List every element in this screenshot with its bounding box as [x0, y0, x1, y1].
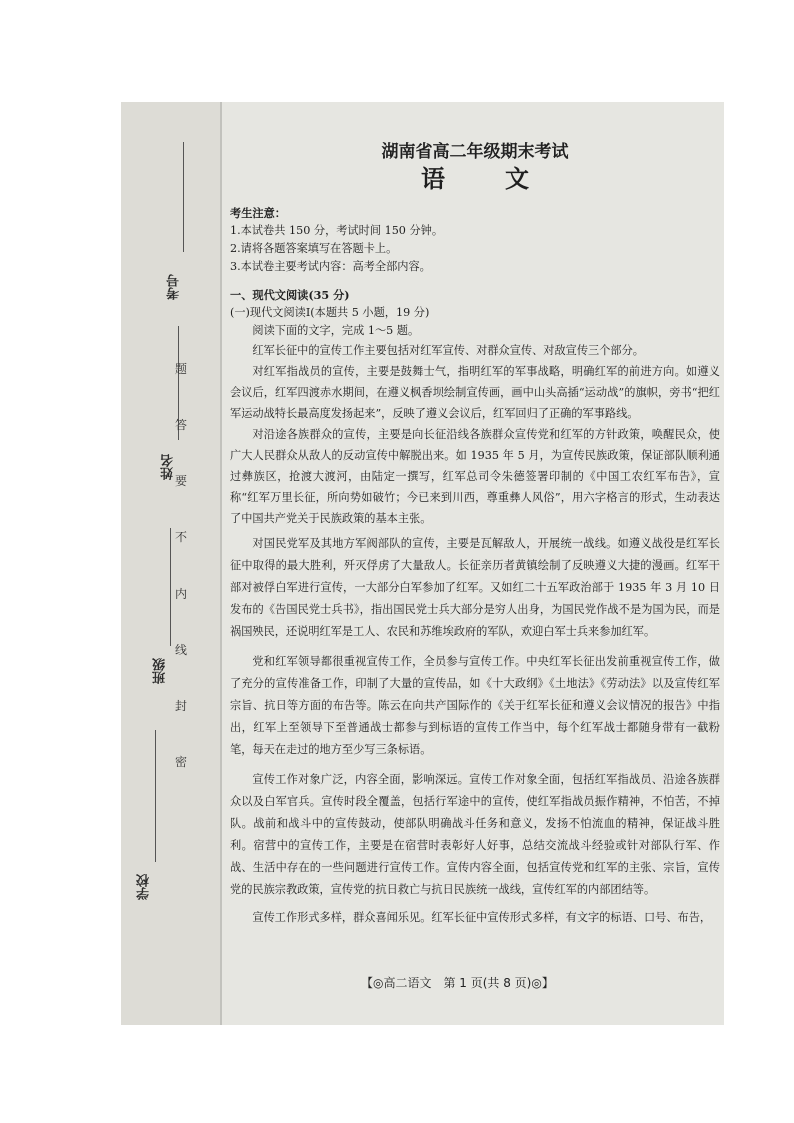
note-item: 1.本试卷共 150 分，考试时间 150 分钟。	[230, 224, 444, 237]
exam-content	[230, 140, 720, 929]
class-label: 班级	[153, 658, 168, 684]
paragraph: 对国民党军及其地方军阀部队的宣传，主要是瓦解敌人，开展统一战线。如遵义战役是红军长征中取得的最大胜利，歼灭俘虏了大量敌人。长征亲历者黄镇绘制了反映遵义大捷的漫画。红军干部对被俘白军进行宣传，一大部分白军参加了红军。又如红二十五军政治部于 1935 年 3 月 10 日发布的《告国民党士兵书》，指出国民党士兵大部分是穷人出身，为国民党作战不是为国为民，而是祸国殃民，还说明红军是工人、农民和苏维埃政府的军队，欢迎白军士兵来参加红军。	[230, 537, 720, 638]
paragraph: 红军长征中的宣传工作主要包括对红军宣传、对群众宣传、对敌宣传三个部分。	[252, 344, 644, 357]
paragraph: 宣传工作对象广泛，内容全面，影响深远。宣传工作对象全面，包括红军指战员、沿途各族群众以及白军官兵。宣传时段全覆盖，包括行军途中的宣传，使红军指战员振作精神，不怕苦，不掉队。战前和战斗中的宣传鼓动，使部队明确战斗任务和意义，发扬不怕流血的精神，保证战斗胜利。宿营中的宣传工作，主要是在宿营时表彰好人好事，总结交流战斗经验或针对部队行军、作战、生活中存在的一些问题进行宣传工作。宣传内容全面，包括宣传党和红军的主张、宗旨，宣传党的民族宗教政策，宣传党的抗日救亡与抗日民族统一战线，宣传红军的内部团结等。	[230, 773, 720, 896]
page-footer: 【◎高二语文 第 1 页(共 8 页)◎】	[361, 976, 554, 990]
note-item: 3.本试卷主要考试内容：高考全部内容。	[230, 260, 431, 273]
section-instruction: 阅读下面的文字，完成 1～5 题。	[252, 324, 420, 337]
exam-number-label: 考号	[167, 274, 182, 300]
exam-title: 湖南省高二年级期末考试	[381, 142, 569, 162]
notice-char: 封	[175, 698, 188, 713]
subject-title: 语文	[421, 164, 589, 193]
binding-margin	[121, 102, 221, 1025]
paragraph: 党和红军领导都很重视宣传工作，全员参与宣传工作。中央红军长征出发前重视宣传工作，做了充分的宣传准备工作，印制了大量的宣传品，如《十大政纲》《土地法》《劳动法》以及宣传红军宗旨、抗日等方面的布告等。陈云在向共产国际作的《关于红军长征和遵义会议情况的报告》中指出，红军上至领导下至普通战士都参与到标语的宣传工作当中，每个红军战士都随身带有一截粉笔，每天在走过的地方至少写三条标语。	[230, 655, 720, 756]
class-line	[170, 528, 171, 646]
paragraph: 对沿途各族群众的宣传，主要是向长征沿线各族群众宣传党和红军的方针政策，唤醒民众，使广大人民群众从敌人的反动宣传中解脱出来。如 1935 年 5 月，为宣传民族政策，保证部队顺利通过彝族区，抢渡大渡河，由陆定一撰写，红军总司令朱德签署印制的《中国工农红军布告》，宣称“红军万里长征，所向势如破竹；今已来到川西，尊重彝人风俗”，用六字格言的形式，生动表达了中国共产党关于民族政策的基本主张。	[230, 428, 720, 525]
notice-char: 内	[175, 586, 188, 601]
school-label: 学校	[137, 874, 152, 900]
paragraph: 对红军指战员的宣传，主要是鼓舞士气，指明红军的军事战略，明确红军的前进方向。如遵义会议后，红军四渡赤水期间，在遵义枫香坝绘制宣传画，画中山头高插“运动战”的旗帜，旁书“把红军运动战特长最高度发扬起来”，反映了遵义会议后，红军回归了正确的军事路线。	[230, 365, 720, 420]
fold-line	[220, 102, 222, 1025]
photo-frame	[121, 102, 724, 1025]
notice-char: 密	[175, 754, 188, 769]
notice-char: 题	[175, 362, 188, 376]
notes-heading: 考生注意：	[230, 206, 286, 220]
note-item: 2.请将各题答案填写在答题卡上。	[230, 242, 398, 255]
section-title: 一、现代文阅读(35 分)	[230, 288, 350, 302]
seal-line-notice	[175, 360, 187, 770]
notice-char: 不	[175, 530, 188, 545]
notice-char: 答	[175, 418, 188, 433]
exam-page	[121, 102, 724, 1025]
paragraph: 宣传工作形式多样，群众喜闻乐见。红军长征中宣传形式多样，有文字的标语、口号、布告，	[252, 911, 712, 924]
section-subtitle: (一)现代文阅读Ⅰ(本题共 5 小题，19 分)	[230, 306, 430, 319]
notice-char: 要	[175, 474, 188, 489]
notice-char: 线	[175, 642, 188, 657]
exam-number-line	[183, 142, 184, 252]
school-line	[155, 730, 156, 862]
name-label: 姓名	[161, 454, 176, 480]
